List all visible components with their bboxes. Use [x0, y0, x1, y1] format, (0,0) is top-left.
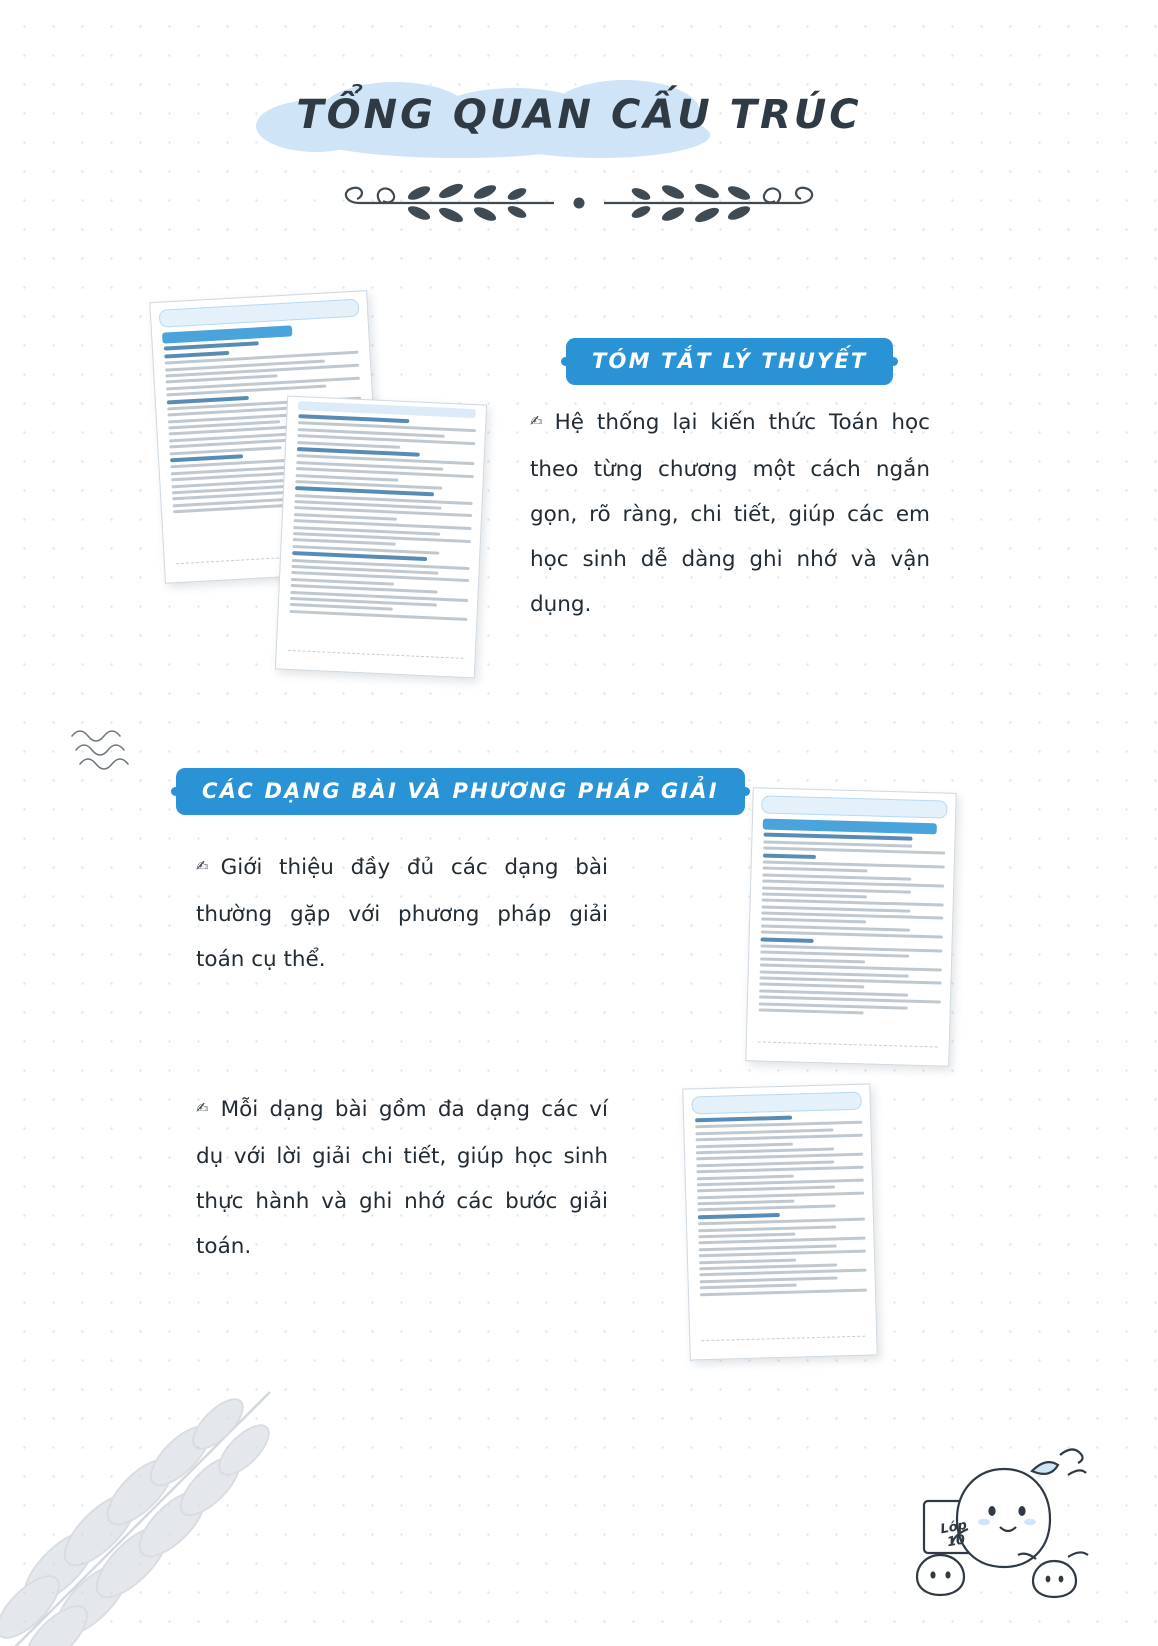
sheet-header-bar: [691, 1092, 861, 1115]
title-blob: [250, 78, 907, 156]
paragraph-text: Giới thiệu đầy đủ các dạng bài thường gặp với phương pháp giải toán cụ thể.: [196, 855, 608, 972]
pen-bullet-icon: ✍: [196, 857, 209, 875]
paragraph-text: Hệ thống lại kiến thức Toán học theo từng chương một cách ngắn gọn, rõ ràng, chi tiết, giúp các em học sinh dễ dàng ghi nhớ và vận dụng.: [530, 410, 930, 617]
sheet-title-chip: [162, 325, 292, 343]
preview-page-theory: [275, 396, 487, 679]
preview-page-methods: [745, 787, 957, 1067]
paragraph-text: Mỗi dạng bài gồm đa dạng các ví dụ với lời giải chi tiết, giúp học sinh thực hành và ghi nhớ các bước giải toán.: [196, 1097, 608, 1259]
paragraph-examples: [196, 1087, 608, 1269]
mascot-sign-line2: 10: [945, 1532, 967, 1551]
page-title-wrap: [0, 78, 1158, 156]
sheet-footer: [287, 650, 463, 671]
mascot-icon: [908, 1429, 1118, 1604]
squiggle-icon: [68, 722, 138, 778]
page-title: TỔNG QUAN CẤU TRÚC: [296, 92, 862, 138]
sheet-header-bar: [159, 299, 360, 328]
leaf-branch-icon: [0, 1352, 300, 1646]
pen-bullet-icon: ✍: [196, 1099, 209, 1117]
sheet-footer: [701, 1336, 865, 1354]
pen-bullet-icon: ✍: [530, 412, 543, 430]
badge-problem-types: CÁC DẠNG BÀI VÀ PHƯƠNG PHÁP GIẢI: [176, 768, 745, 815]
badge-summary-theory: TÓM TẮT LÝ THUYẾT: [566, 338, 893, 385]
sheet-header-bar: [761, 795, 947, 818]
mascot-character: [908, 1429, 1118, 1608]
paragraph-problem-types: [196, 845, 608, 982]
mascot-sign-line1: Lớp: [939, 1517, 969, 1538]
divider: [0, 176, 1158, 234]
leaf-divider-icon: [319, 176, 839, 230]
sheet-footer: [757, 1041, 937, 1059]
paragraph-summary-theory: [530, 400, 930, 627]
leaf-branch-decoration: [0, 1352, 300, 1646]
preview-page-exercises: [682, 1083, 878, 1360]
squiggle-decoration: [68, 722, 138, 782]
sheet-title-chip: [763, 819, 937, 835]
sheet-subtitle: [164, 342, 259, 351]
